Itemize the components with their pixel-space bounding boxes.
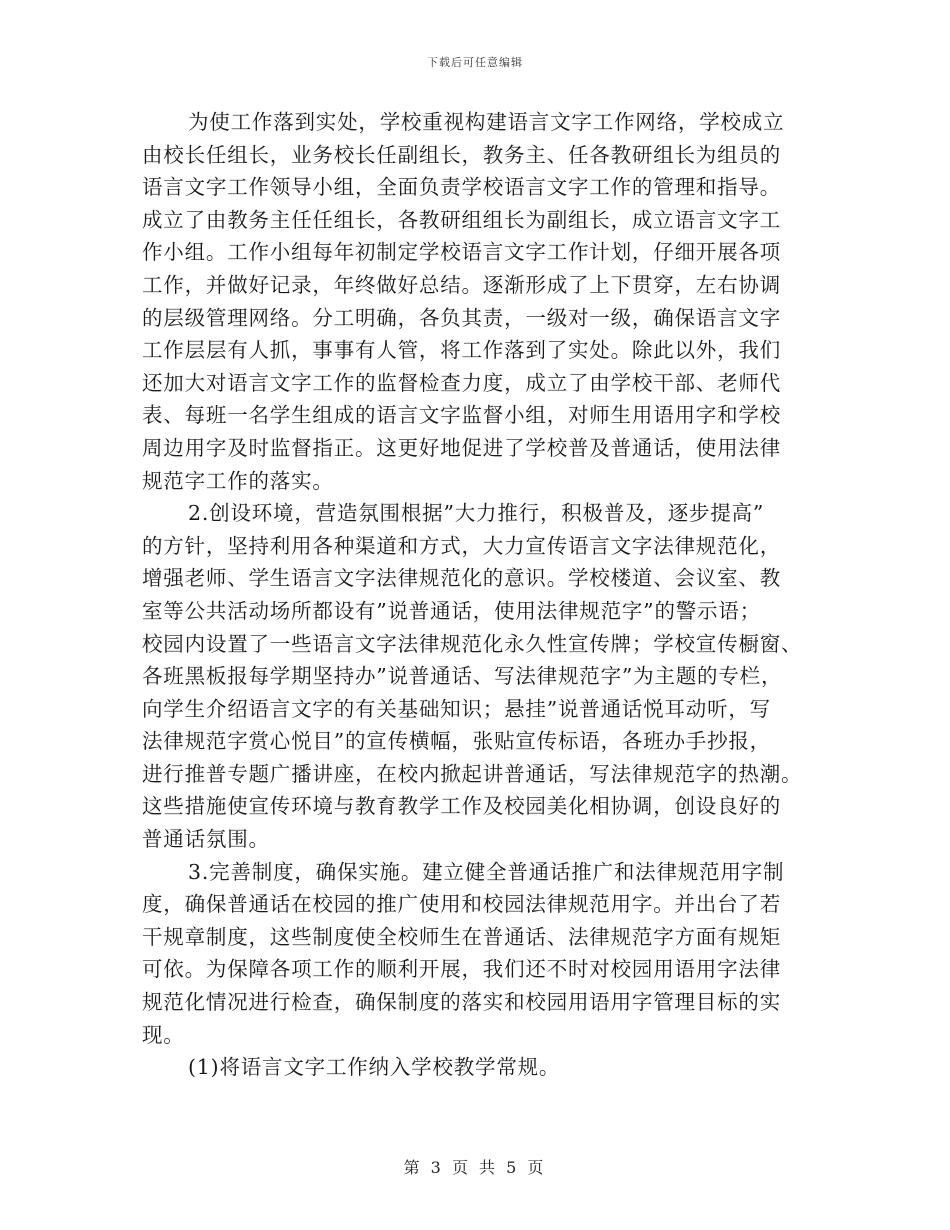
body-text-line: 为使工作落到实处，学校重视构建语言文字工作网络，学校成立: [188, 110, 785, 134]
body-text-line: 进行推普专题广播讲座，在校内掀起讲普通话，写法律规范字的热潮。: [142, 761, 803, 786]
document-body: [142, 106, 807, 1084]
body-text-line: 校园内设置了一些语言文字法律规范化永久性宣传牌；学校宣传橱窗、: [142, 631, 803, 656]
body-text-line: 的层级管理网络。分工明确，各负其责，一级对一级，确保语言文字: [142, 305, 781, 330]
page-header: 下载后可任意编辑: [427, 56, 523, 69]
body-text-line: 作小组。工作小组每年初制定学校语言文字工作计划，仔细开展各项: [142, 240, 781, 265]
body-text-line: 周边用字及时监督指正。这更好地促进了学校普及普通话，使用法律: [142, 435, 781, 460]
body-text-line: 增强老师、学生语言文字法律规范化的意识。学校楼道、会议室、教: [142, 566, 781, 591]
body-text-line: 规范字工作的落实。: [142, 468, 334, 493]
body-text-line: 2.创设环境，营造氛围根据”大力推行，积极普及，逐步提高”: [188, 501, 765, 526]
body-text-line: 语言文字工作领导小组，全面负责学校语言文字工作的管理和指导。: [142, 175, 781, 200]
body-text-line: 由校长任组长，业务校长任副组长，教务主、任各教研组长为组员的: [142, 142, 781, 167]
page-footer: 第 3 页 共 5 页: [403, 1158, 547, 1177]
body-text-line: 向学生介绍语言文字的有关基础知识；悬挂”说普通话悦耳动听，写: [142, 696, 771, 721]
body-text-line: 各班黑板报每学期坚持办”说普通话、写法律规范字”为主题的专栏，: [142, 664, 783, 689]
body-text-line: 可依。为保障各项工作的顺利开展，我们还不时对校园用语用字法律: [142, 957, 781, 982]
body-text-line: 的方针，坚持利用各种渠道和方式，大力宣传语言文字法律规范化，: [142, 533, 781, 558]
body-text-line: 3.完善制度，确保实施。建立健全普通话推广和法律规范用字制: [188, 859, 785, 884]
body-text-line: 这些措施使宣传环境与教育教学工作及校园美化相协调，创设良好的: [142, 794, 781, 819]
body-text-line: 还加大对语言文字工作的监督检查力度，成立了由学校干部、老师代: [142, 370, 781, 395]
body-text-line: 规范化情况进行检查，确保制度的落实和校园用语用字管理目标的实: [142, 990, 781, 1015]
body-text-line: 现。: [142, 1022, 185, 1047]
body-text-line: 室等公共活动场所都设有”说普通话，使用法律规范字”的警示语；: [142, 598, 761, 623]
body-text-line: 普通话氛围。: [142, 827, 270, 852]
body-text-line: 度，确保普通话在校园的推广使用和校园法律规范用字。并出台了若: [142, 892, 781, 917]
body-text-line: 成立了由教务主任任组长，各教研组组长为副组长，成立语言文字工: [142, 207, 781, 232]
body-text-line: 干规章制度，这些制度使全校师生在普通话、法律规范字方面有规矩: [142, 924, 781, 949]
body-text-line: 工作层层有人抓，事事有人管，将工作落到了实处。除此以外，我们: [142, 338, 781, 363]
body-text-line: 法律规范字赏心悦目”的宣传横幅，张贴宣传标语，各班办手抄报，: [142, 729, 771, 754]
body-text-line: 表、每班一名学生组成的语言文字监督小组，对师生用语用字和学校: [142, 403, 781, 428]
body-text-line: 工作，并做好记录，年终做好总结。逐渐形成了上下贯穿，左右协调: [142, 272, 781, 297]
body-text-line: (1)将语言文字工作纳入学校教学常规。: [188, 1055, 561, 1080]
